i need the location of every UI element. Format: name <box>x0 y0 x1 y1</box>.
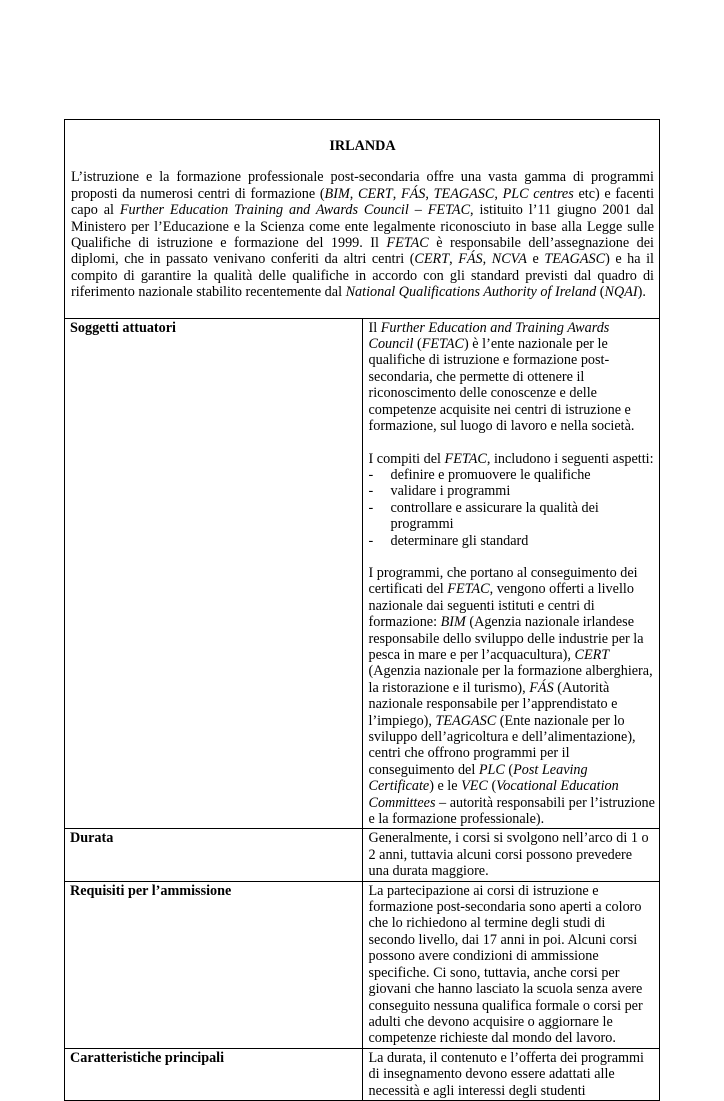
italic-term: Post Leaving Certificate <box>368 761 588 795</box>
row-content-soggetti <box>362 318 660 829</box>
table-row <box>65 829 660 881</box>
intro-row <box>65 120 660 319</box>
list-item <box>369 500 656 533</box>
italic-term: FETAC <box>386 235 429 252</box>
italic-term: FETAC <box>444 450 487 467</box>
italic-term: CERT <box>574 646 610 663</box>
document-page <box>64 119 660 1101</box>
italic-term: NQAI <box>604 284 638 301</box>
italic-term: Vocational Education Committees <box>368 778 619 811</box>
italic-term: VEC <box>461 778 488 795</box>
row-content-durata: Generalmente, i corsi si svolgono nell’arco di 1 o 2 anni, tuttavia alcuni corsi possono prevedere una durata maggiore. <box>362 829 660 881</box>
list-item-text: determinare gli standard <box>390 532 529 549</box>
italic-term: NCVA <box>491 251 527 268</box>
dash-marker: - <box>368 532 374 549</box>
content-paragraph: I compiti del FETAC, includono i seguenti aspetti: <box>368 450 654 467</box>
document-title: IRLANDA <box>329 138 396 154</box>
italic-term: FÁS <box>400 185 426 202</box>
italic-term: Further Education Training and Awards Council – FETAC <box>119 202 471 219</box>
italic-term: National Qualifications Authority of Ireland <box>345 284 597 301</box>
italic-term: PLC centres <box>502 185 574 202</box>
italic-term: BIM <box>324 185 350 202</box>
table-row <box>65 1048 660 1100</box>
document-table <box>64 119 660 1101</box>
list-item <box>369 467 656 483</box>
table-row <box>65 881 660 1048</box>
dash-marker: - <box>368 483 374 500</box>
italic-term: FETAC <box>447 581 490 598</box>
italic-term: Further Education and Training Awards Council <box>368 319 610 353</box>
italic-term: TEAGASC <box>544 251 606 268</box>
italic-term: CERT <box>358 185 393 202</box>
dash-marker: - <box>368 499 374 516</box>
list-item <box>369 533 656 549</box>
row-label-durata: Durata <box>65 829 363 881</box>
content-paragraph: I programmi, che portano al conseguimento dei certificati del FETAC, vengono offerti a livello nazionale dai seguenti istituti e centri di formazione: BIM (Agenzia nazionale irlandese responsabile dello sviluppo delle industrie per la pesca in mare e per l’acquacultura), CERT (Agenzia nazionale per la formazione alberghiera, la ristorazione e il turismo), FÁS (Autorità nazionale responsabile per l’apprendistato e l’impiego), TEAGASC (Ente nazionale per lo sviluppo dell’agricoltura e dell’alimentazione), centri che offrono programmi per il conseguimento del PLC (Post Leaving Certificate) e le VEC (Vocational Education Committees – autorità responsabili per l’istruzione e la formazione professionale). <box>368 564 655 828</box>
intro-cell <box>65 120 660 319</box>
dash-marker: - <box>368 466 374 483</box>
row-content-caratteristiche: La durata, il contenuto e l’offerta dei programmi di insegnamento devono essere adattati alle necessità e agli interessi degli studenti <box>362 1048 660 1100</box>
italic-term: TEAGASC <box>435 712 497 729</box>
italic-term: PLC <box>478 761 505 778</box>
table-row <box>65 318 660 829</box>
list-item-text: controllare e assicurare la qualità dei programmi <box>390 499 599 533</box>
row-label-caratteristiche: Caratteristiche principali <box>65 1048 363 1100</box>
content-paragraph: Il Further Education and Training Awards Council (FETAC) è l’ente nazionale per le qualifiche di istruzione e formazione post-secondaria, che permette di ottenere il riconoscimento delle conoscenze e delle competenze acquisite nei centri di istruzione e formazione, sul luogo di lavoro e nella società. <box>368 319 635 435</box>
italic-term: TEAGASC <box>433 185 495 202</box>
list-item <box>369 483 656 499</box>
italic-term: FETAC <box>421 336 465 353</box>
italic-term: FÁS <box>458 251 483 268</box>
italic-term: BIM <box>440 614 466 631</box>
row-label-soggetti: Soggetti attuatori <box>65 318 363 829</box>
italic-term: FÁS <box>529 679 554 696</box>
row-label-requisiti: Requisiti per l’ammissione <box>65 881 363 1048</box>
italic-term: CERT <box>414 251 450 268</box>
row-content-requisiti: La partecipazione ai corsi di istruzione e formazione post-secondaria sono aperti a coloro che lo richiedono al termine degli studi di secondo livello, dai 17 anni in poi. Alcuni corsi possono avere condizioni di ammissione specifiche. Ci sono, tuttavia, anche corsi per giovani che hanno lasciato la scuola senza avere conseguito nessuna qualifica formale o corsi per adulti che devono acquisire o aggiornare le competenze richieste dal mondo del lavoro. <box>362 881 660 1048</box>
task-list <box>369 467 656 549</box>
intro-paragraph: L’istruzione e la formazione professionale post-secondaria offre una vasta gamma di programmi proposti da numerosi centri di formazione (BIM, CERT, FÁS, TEAGASC, PLC centres etc) e facenti capo al Further Education Training and Awards Council – FETAC, istituito l’11 giugno 2001 dal Ministero per l’Educazione e la Scienza come ente legalmente riconosciuto in base alla Legge sulle Qualifiche di istruzione e formazione del 1999. Il FETAC è responsabile dell’assegnazione dei diplomi, che in passato venivano conferiti da altri centri (CERT, FÁS, NCVA e TEAGASC) e ha il compito di garantire la qualità delle qualifiche in accordo con gli standard previsti dal quadro di riferimento nazionale stabilito recentemente dal National Qualifications Authority of Ireland (NQAI). <box>71 169 655 301</box>
list-item-text: definire e promuovere le qualifiche <box>390 466 591 483</box>
list-item-text: validare i programmi <box>390 483 511 500</box>
